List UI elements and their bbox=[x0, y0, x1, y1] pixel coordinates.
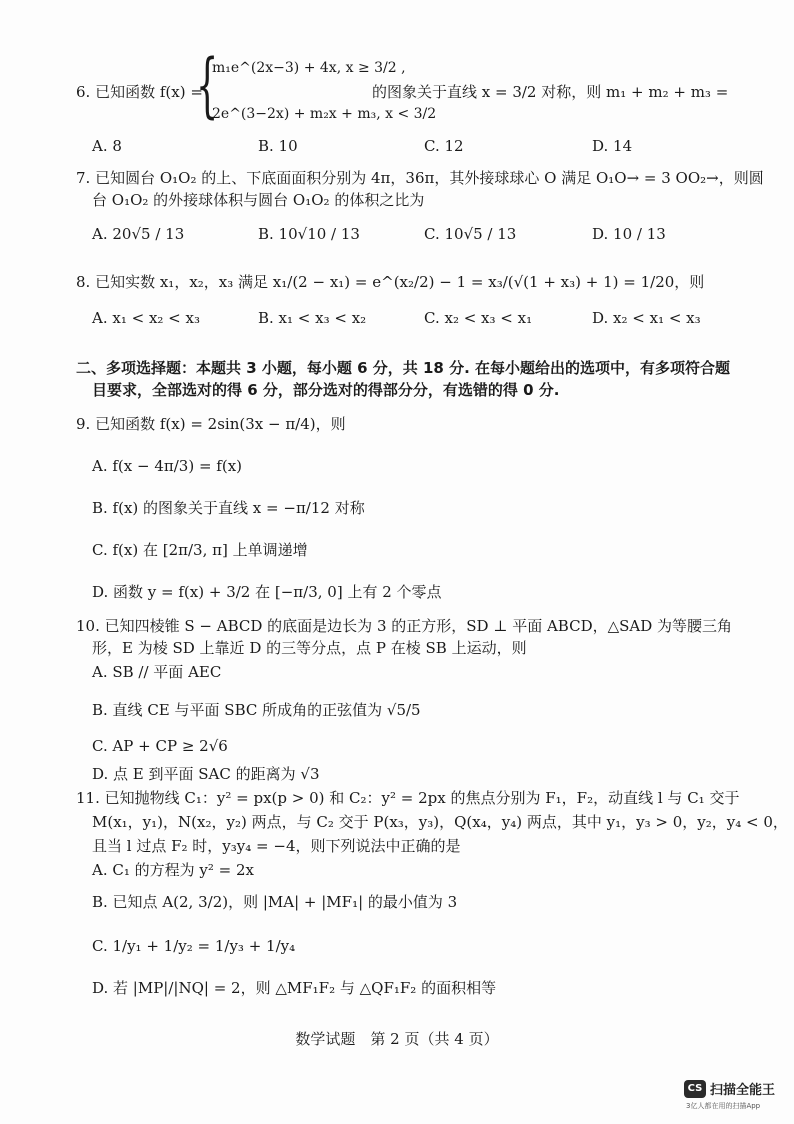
q10-line1: 10. 已知四棱锥 S − ABCD 的底面是边长为 3 的正方形，SD ⊥ 平面 ABCD，△SAD 为等腰三角 bbox=[76, 617, 733, 635]
q10-option-d: D. 点 E 到平面 SAC 的距离为 √3 bbox=[92, 765, 320, 783]
q7-option-a: A. 20√5 / 13 bbox=[92, 225, 185, 243]
camscanner-logo-icon: CS bbox=[684, 1080, 706, 1098]
q6-case1: m₁e^(2x−3) + 4x, x ≥ 3/2 , bbox=[212, 60, 406, 76]
q6-suffix: 的图象关于直线 x = 3/2 对称，则 m₁ + m₂ + m₃ = bbox=[372, 83, 729, 101]
q6-option-a: A. 8 bbox=[92, 137, 122, 155]
q6-prefix: 6. 已知函数 f(x) = bbox=[76, 83, 203, 101]
q8-option-c: C. x₂ < x₃ < x₁ bbox=[424, 309, 533, 327]
q7-option-b: B. 10√10 / 13 bbox=[258, 225, 360, 243]
q11-option-d: D. 若 |MP|/|NQ| = 2，则 △MF₁F₂ 与 △QF₁F₂ 的面积相等 bbox=[92, 979, 497, 997]
q8-option-b: B. x₁ < x₃ < x₂ bbox=[258, 309, 367, 327]
q9-option-a: A. f(x − 4π/3) = f(x) bbox=[92, 457, 243, 475]
q11-line2: M(x₁，y₁)，N(x₂，y₂) 两点，与 C₂ 交于 P(x₃，y₃)，Q(x₄，y₄) 两点，其中 y₁，y₃ > 0，y₂，y₄ < 0， bbox=[92, 813, 788, 831]
q10-line2: 形，E 为棱 SD 上靠近 D 的三等分点，点 P 在棱 SB 上运动，则 bbox=[92, 639, 527, 657]
q8-line1: 8. 已知实数 x₁，x₂，x₃ 满足 x₁/(2 − x₁) = e^(x₂/2) − 1 = x₃/(√(1 + x₃) + 1) = 1/20，则 bbox=[76, 273, 705, 291]
q10-option-b: B. 直线 CE 与平面 SBC 所成角的正弦值为 √5/5 bbox=[92, 701, 421, 719]
q7-option-c: C. 10√5 / 13 bbox=[424, 225, 517, 243]
page-footer: 数学试题 第 2 页（共 4 页） bbox=[295, 1030, 499, 1048]
q11-option-c: C. 1/y₁ + 1/y₂ = 1/y₃ + 1/y₄ bbox=[92, 937, 296, 955]
camscanner-tagline: 3亿人都在用的扫描App bbox=[686, 1102, 761, 1110]
q8-option-a: A. x₁ < x₂ < x₃ bbox=[92, 309, 200, 327]
q9-option-b: B. f(x) 的图象关于直线 x = −π/12 对称 bbox=[92, 499, 365, 517]
q9-option-d: D. 函数 y = f(x) + 3/2 在 [−π/3, 0] 上有 2 个零点 bbox=[92, 583, 442, 601]
q11-option-b: B. 已知点 A(2, 3/2)，则 |MA| + |MF₁| 的最小值为 3 bbox=[92, 893, 458, 911]
q8-option-d: D. x₂ < x₁ < x₃ bbox=[592, 309, 701, 327]
q9-option-c: C. f(x) 在 [2π/3, π] 上单调递增 bbox=[92, 541, 308, 559]
q7-line2: 台 O₁O₂ 的外接球体积与圆台 O₁O₂ 的体积之比为 bbox=[92, 191, 425, 209]
q6-option-d: D. 14 bbox=[592, 137, 633, 155]
q6-option-c: C. 12 bbox=[424, 137, 464, 155]
q6-option-b: B. 10 bbox=[258, 137, 298, 155]
q11-option-a: A. C₁ 的方程为 y² = 2x bbox=[92, 861, 254, 879]
section2-heading-line1: 二、多项选择题：本题共 3 小题，每小题 6 分，共 18 分. 在每小题给出的选项中，有多项符合题 bbox=[76, 359, 731, 377]
camscanner-name: 扫描全能王 bbox=[710, 1083, 776, 1098]
q11-line1: 11. 已知抛物线 C₁：y² = px(p > 0) 和 C₂：y² = 2px 的焦点分别为 F₁，F₂，动直线 l 与 C₁ 交于 bbox=[76, 789, 740, 807]
q10-option-c: C. AP + CP ≥ 2√6 bbox=[92, 737, 228, 755]
q11-line3: 且当 l 过点 F₂ 时，y₃y₄ = −4，则下列说法中正确的是 bbox=[92, 837, 461, 855]
q7-line1: 7. 已知圆台 O₁O₂ 的上、下底面面积分别为 4π，36π，其外接球球心 O 满足 O₁O→ = 3 OO₂→，则圆 bbox=[76, 169, 764, 187]
q6-brace: { bbox=[196, 44, 219, 126]
section2-heading-line2: 目要求，全部选对的得 6 分，部分选对的得部分分，有选错的得 0 分. bbox=[92, 381, 560, 399]
q10-option-a: A. SB // 平面 AEC bbox=[92, 663, 222, 681]
q7-option-d: D. 10 / 13 bbox=[592, 225, 666, 243]
q9-stem: 9. 已知函数 f(x) = 2sin(3x − π/4)，则 bbox=[76, 415, 346, 433]
q6-case2: 2e^(3−2x) + m₂x + m₃, x < 3/2 bbox=[212, 106, 437, 122]
